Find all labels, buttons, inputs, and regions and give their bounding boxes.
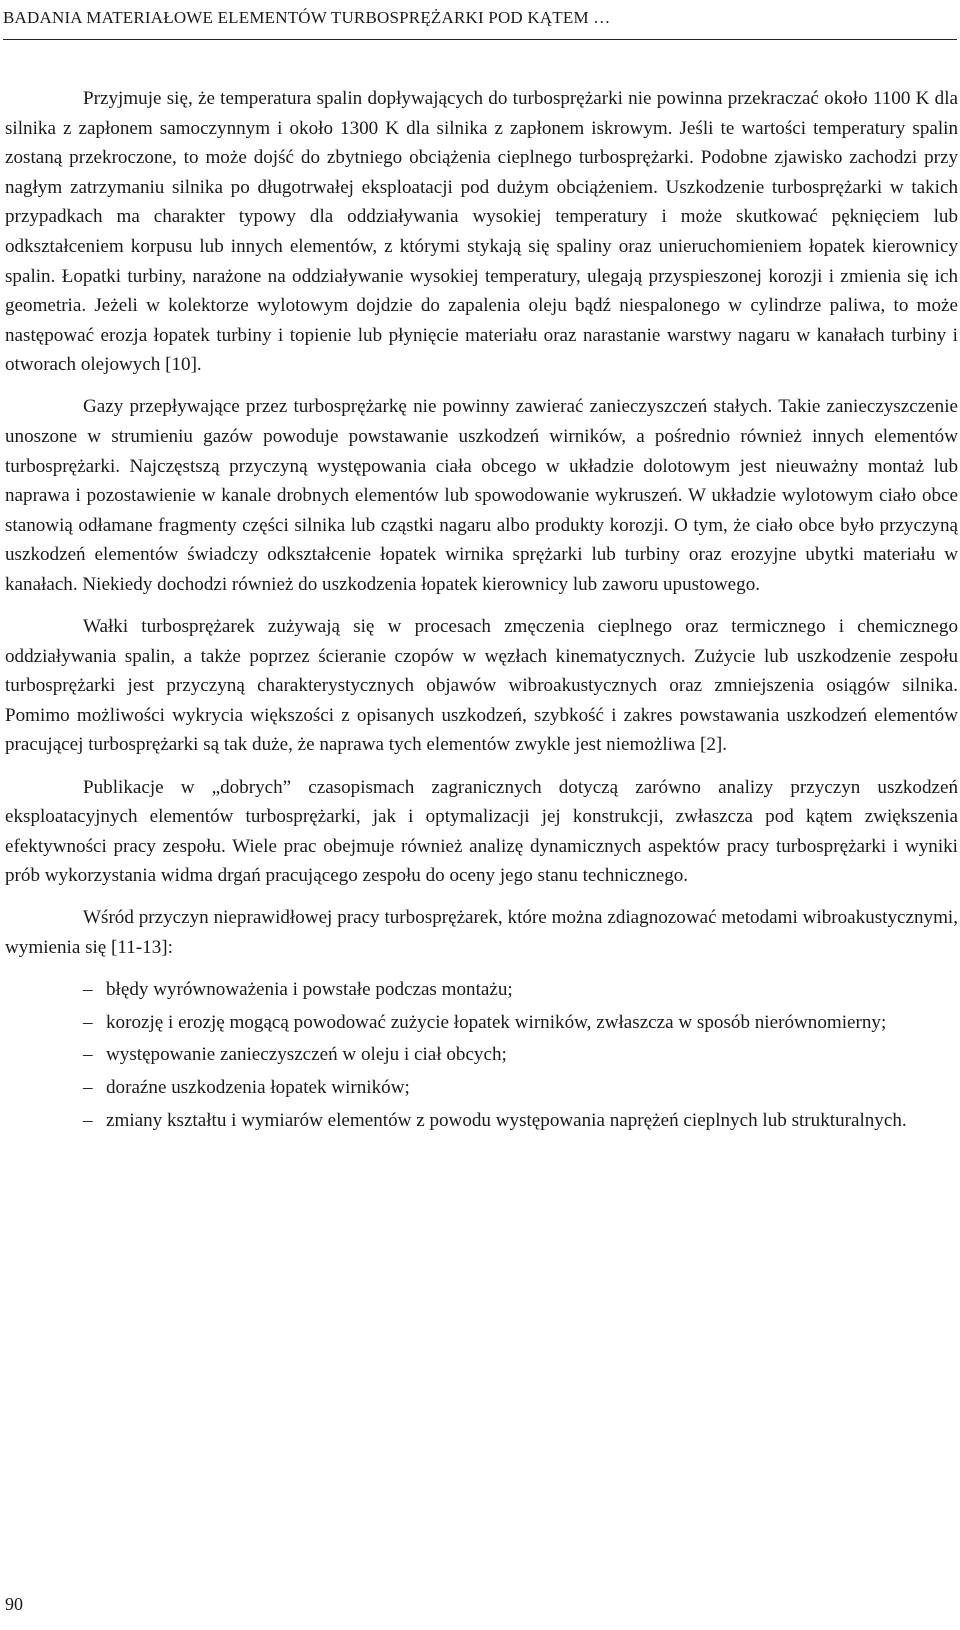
running-header bbox=[3, 3, 957, 40]
list-item bbox=[5, 1008, 958, 1038]
dash-bullet: – bbox=[83, 1011, 93, 1033]
list-item bbox=[5, 975, 958, 1005]
body-text bbox=[5, 84, 958, 1138]
paragraph: Gazy przepływające przez turbosprężarkę nie powinny zawierać zanieczyszczeń stałych. Takie zanieczyszczenie unoszone w strumieniu gazów powoduje powstawanie uszkodzeń wirników, a pośrednio również innych elementów turbosprężarki. Najczęstszą przyczyną występowania ciała obcego w układzie dolotowym jest nieuważny montaż lub naprawa i pozostawienie w kanale drobnych elementów lub spowodowanie wykruszeń. W układzie wylotowym ciało obce stanowią odłamane fragmenty części silnika lub cząstki nagaru albo produkty korozji. O tym, że ciało obce było przyczyną uszkodzeń elementów świadczy odkształcenie łopatek wirnika sprężarki lub turbiny oraz erozyjne ubytki materiału w kanałach. Niekiedy dochodzi również do uszkodzenia łopatek kierownicy lub zaworu upustowego. bbox=[5, 396, 958, 595]
paragraph: Przyjmuje się, że temperatura spalin dopływających do turbosprężarki nie powinna przekraczać około 1100 K dla silnika z zapłonem samoczynnym i około 1300 K dla silnika z zapłonem iskrowym. Jeśli te wartości temperatury spalin zostaną przekroczone, to może dojść do zbytniego obciążenia cieplnego turbosprężarki. Podobne zjawisko zachodzi przy nagłym zatrzymaniu silnika po długotrwałej eksploatacji pod dużym obciążeniem. Uszkodzenie turbosprężarki w takich przypadkach ma charakter typowy dla oddziaływania wysokiej temperatury i może skutkować pęknięciem lub odkształceniem korpusu lub innych elementów, z którymi stykają się spaliny oraz unieruchomieniem łopatek kierownicy spalin. Łopatki turbiny, narażone na oddziaływanie wysokiej temperatury, ulegają przyspieszonej korozji i zmienia się ich geometria. Jeżeli w kolektorze wylotowym dojdzie do zapalenia oleju bądź niespalonego w cylindrze paliwa, to może następować erozja łopatek turbiny i topienie lub płynięcie materiału oraz narastanie warstwy nagaru w kanałach turbiny i otworach olejowych [10]. bbox=[5, 88, 958, 376]
dash-bullet: – bbox=[83, 1109, 93, 1131]
dash-bullet: – bbox=[83, 979, 93, 1001]
list-item-text: korozję i erozję mogącą powodować zużycie łopatek wirników, zwłaszcza w sposób nierównomierny; bbox=[106, 1011, 887, 1033]
list-item-text: zmiany kształtu i wymiarów elementów z powodu występowania naprężeń cieplnych lub strukturalnych. bbox=[106, 1109, 907, 1131]
dash-bullet: – bbox=[83, 1076, 93, 1098]
cause-list bbox=[5, 975, 958, 1135]
list-item-text: błędy wyrównoważenia i powstałe podczas montażu; bbox=[106, 979, 513, 1001]
paragraph: Wałki turbosprężarek zużywają się w procesach zmęczenia cieplnego oraz termicznego i chemicznego oddziaływania spalin, a także poprzez ścieranie czopów w węzłach kinematycznych. Zużycie lub uszkodzenie zespołu turbosprężarki jest przyczyną charakterystycznych objawów wibroakustycznych oraz zmniejszenia osiągów silnika. Pomimo możliwości wykrycia większości z opisanych uszkodzeń, szybkość i zakres powstawania uszkodzeń elementów pracującej turbosprężarki są tak duże, że naprawa tych elementów zwykle jest niemożliwa [2]. bbox=[5, 616, 958, 756]
list-item bbox=[5, 1106, 958, 1136]
list-item-text: występowanie zanieczyszczeń w oleju i ciał obcych; bbox=[106, 1044, 507, 1066]
list-item-text: doraźne uszkodzenia łopatek wirników; bbox=[106, 1076, 410, 1098]
page-number: 90 bbox=[5, 1594, 23, 1614]
paragraph: Publikacje w „dobrych” czasopismach zagranicznych dotyczą zarówno analizy przyczyn uszkodzeń eksploatacyjnych elementów turbosprężarki, jak i optymalizacji jej konstrukcji, zwłaszcza pod kątem zwiększenia efektywności pracy zespołu. Wiele prac obejmuje również analizę dynamicznych aspektów pracy turbosprężarki i wyniki prób wykorzystania widma drgań pracującego zespołu do oceny jego stanu technicznego. bbox=[5, 776, 958, 887]
list-item bbox=[5, 1073, 958, 1103]
dash-bullet: – bbox=[83, 1044, 93, 1066]
running-title: BADANIA MATERIAŁOWE ELEMENTÓW TURBOSPRĘŻARKI POD KĄTEM … bbox=[3, 8, 611, 27]
paragraph: Wśród przyczyn nieprawidłowej pracy turbosprężarek, które można zdiagnozować metodami wibroakustycznymi, wymienia się [11-13]: bbox=[5, 907, 958, 959]
list-item bbox=[5, 1040, 958, 1070]
